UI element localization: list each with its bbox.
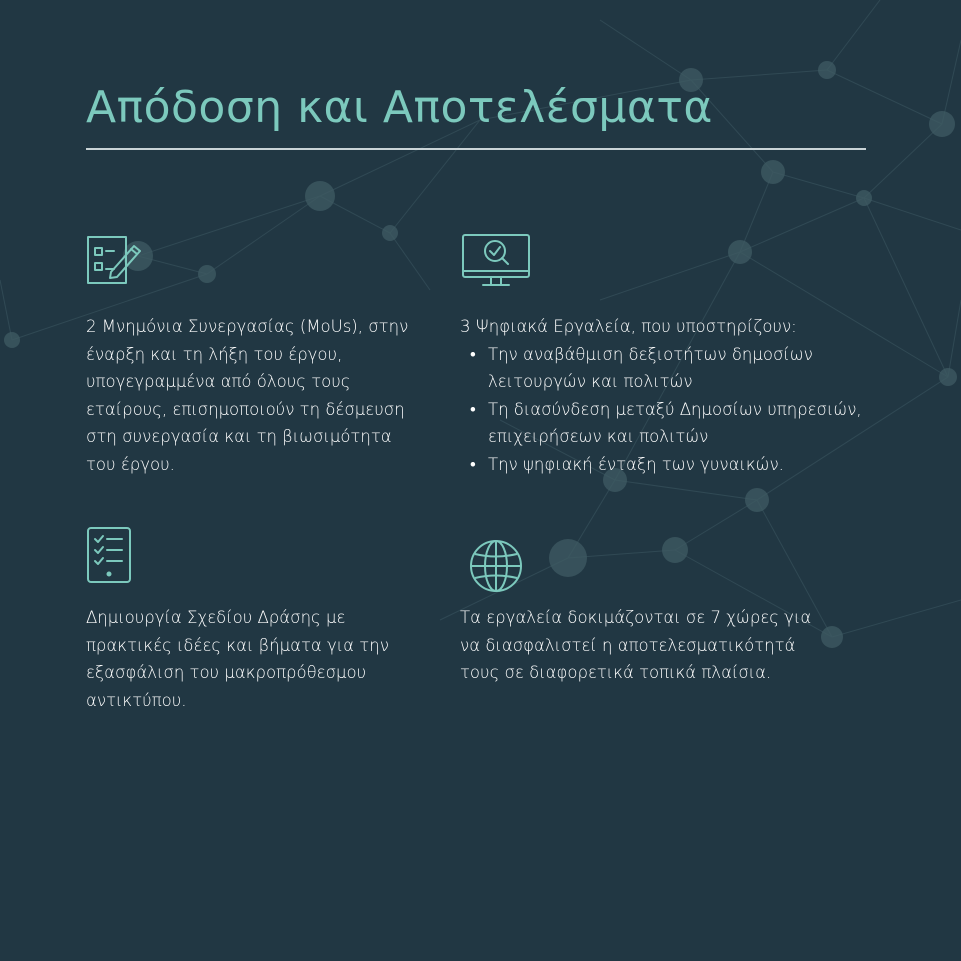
tablet-checklist-icon — [86, 526, 132, 589]
page-title: Απόδοση και Αποτελέσματα — [86, 82, 713, 133]
card-mous-text — [86, 313, 421, 478]
globe-icon — [468, 538, 524, 599]
card-pilot-text — [460, 604, 835, 687]
list-item: • Την αναβάθμιση δεξιοτήτων δημοσίων λειτουργών και πολιτών — [488, 341, 880, 396]
card-tools-intro: 3 Ψηφιακά Εργαλεία, που υποστηρίζουν: — [460, 317, 797, 336]
checklist-pencil-icon — [86, 234, 144, 291]
card-tools-list — [460, 341, 880, 479]
card-action-plan-text — [86, 604, 396, 714]
card-action-plan-body: Δημιουργία Σχεδίου Δράσης με πρακτικές ιδέες και βήματα για την εξασφάλιση του μακροπρόθεσμου αντικτύπου. — [86, 608, 389, 710]
list-item: • Την ψηφιακή ένταξη των γυναικών. — [488, 451, 880, 479]
monitor-search-icon — [461, 233, 531, 294]
card-pilot-body: Τα εργαλεία δοκιμάζονται σε 7 χώρες για να διασφαλιστεί η αποτελεσματικότητά τους σε διαφορετικά τοπικά πλαίσια. — [460, 608, 812, 682]
title-divider — [86, 148, 866, 150]
card-tools-text — [460, 313, 880, 478]
card-mous-body: 2 Μνημόνια Συνεργασίας (MoUs), στην έναρξη και τη λήξη του έργου, υπογεγραμμένα από όλους τους εταίρους, επισημοποιούν τη δέσμευση στη συνεργασία και τη βιωσιμότητα του έργου. — [86, 317, 409, 474]
list-item: • Τη διασύνδεση μεταξύ Δημοσίων υπηρεσιών, επιχειρήσεων και πολιτών — [488, 396, 880, 451]
